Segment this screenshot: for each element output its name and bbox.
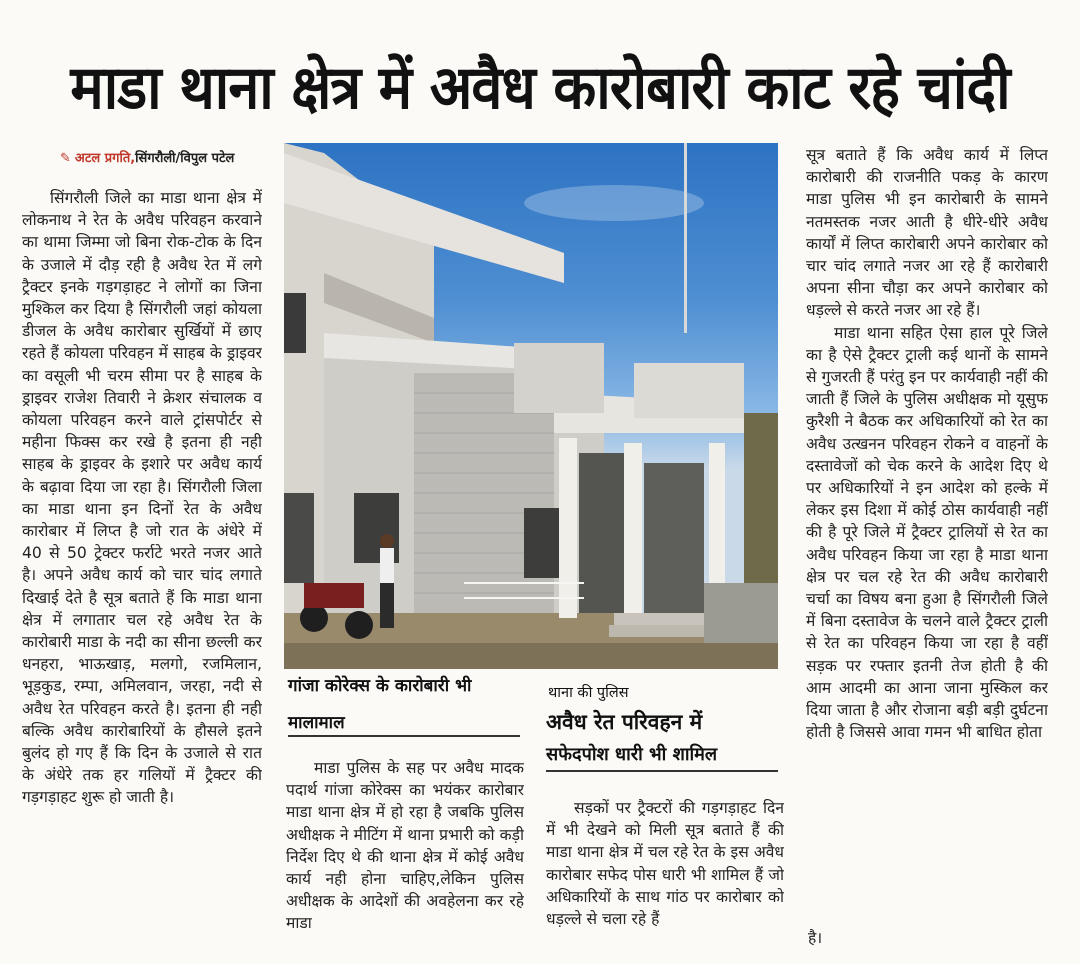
section1-rule <box>288 735 520 737</box>
section2-heading-line1: अवैध रेत परिवहन में <box>546 710 703 734</box>
section1-body <box>286 757 524 952</box>
section2-heading-line2: सफेदपोश धारी भी शामिल <box>546 744 718 765</box>
column4-tail: है। <box>808 929 823 947</box>
column4-paragraph-2: माडा थाना सहित ऐसा हाल पूरे जिले का है ऐसे ट्रैक्टर ट्राली कई थानों के सामने से गुजरती हैं परंतु इन पर कार्यवाही नहीं की जाती हैं जिले के पुलिस अधीक्षक मो यूसुफ कुरैशी ने बैठक कर अधिकारियों को रेत का अवैध उत्खनन परिवहन रोकने व वाहनों के दस्तावेजों को चेक करने के आदेश दिए थे पर अधिकारियों ने इन आदेश को हल्के में लेकर इस दिशा में कोई ठोस कार्यवाही नहीं की है पूरे जिले में ट्रैक्टर ट्रालियों से रेत का अवैध परिवहन किया जा रहा है माडा थाना क्षेत्र पर चल रहे रेत की अवैध कारोबारी चर्चा का विषय बना हुआ है सिंगरौली जिले में बिना दस्तावेज के चलने वाले ट्रैक्टर ट्राली से रेत का परिवहन किया जा रहा है वहीं सड़क पर रफ्तार इतनी तेज होती है की आम आदमी का आना जाना मुस्किल कर दिया जाता है और रोजाना बड़ी बड़ी दुर्घटना होती है जिससे आवा गमन भी बाधित होता <box>806 323 1048 742</box>
section2-body <box>546 797 784 947</box>
section1-paragraph: माडा पुलिस के सह पर अवैध मादक पदार्थ गांजा कोरेक्स का भयंकर कारोबार माडा थाना क्षेत्र में हो रहा है जबकि पुलिस अधीक्षक ने मीटिंग में थाना प्रभारी को कड़ी निर्देश दिए थे की थाना क्षेत्र में कोई अवैध कार्य नही होना चाहिए,लेकिन पुलिस अधीक्षक के आदेशों की अवहेलना कर रहे माडा <box>286 759 524 933</box>
section2-rule <box>546 770 778 772</box>
byline-location: सिंगरौली/विपुल पटेल <box>135 151 235 166</box>
byline-source: अटल प्रगति, <box>74 151 136 166</box>
article-column-4 <box>806 144 1048 924</box>
section2-paragraph: सड़कों पर ट्रैक्टरों की गड़गड़ाहट दिन में भी देखने को मिली सूत्र बताते हैं की माडा थाना क्षेत्र में चल रहे रेत के इस अवैध कारोबार सफेद पोस धारी भी शामिल हैं जो अधिकारियों के साथ गांठ पर कारोबार को धड़ल्ले से चला रहे हैं <box>546 799 784 929</box>
section2-kicker: थाना की पुलिस <box>548 685 629 701</box>
headline: माडा थाना क्षेत्र में अवैध कारोबारी काट रहे चांदी <box>70 53 1010 123</box>
police-station-image <box>284 143 778 669</box>
section1-heading-line1: गांजा कोरेक्स के कारोबारी भी <box>288 676 472 696</box>
column1-paragraph: सिंगरौली जिले का माडा थाना क्षेत्र में लोकनाथ ने रेत के अवैध परिवहन करवाने का थामा जिम्मा जो बिना रोक-टोक के दिन के उजाले में दौड़ रही है अवैध रेत में लगे ट्रैक्टर इनके गड़गड़ाहट ने लोगों का जिना मुश्किल कर दिया है सिंगरौली जहां कोयला डीजल के अवैध कारोबार सुर्खियों में छाए रहते हैं कोयला परिवहन में साहब के ड्राइवर का वसूली भी चरम सीमा पर है साहब के ड्राइवर राजेश तिवारी ने क्रेशर संचालक व कोयला परिवहन करने वाले ट्रांसपोर्टर से महीना फिक्स कर रखे है इतना ही नही साहब के ड्राइवर के इशारे पर अवैध कार्य के बढ़ावा दिया जा रहा है। सिंगरौली जिला का माडा थाना इन दिनों रेत के अवैध कारोबार में लिप्त है जो रात के अंधेरे में 40 से 50 ट्रेक्टर फर्राटे भरते नजर आते है। अपने अवैध कार्य को चार चांद लगाते दिखाई देते है सूत्र बताते हैं कि माडा थाना क्षेत्र में लगातार चल रहे अवैध रेत के कारोबारी माडा के नदी का सीना छल्ली कर धनहरा, भाऊखाड़, मलगो, रजमिलान, भूड़कुड, रम्पा, अमिलवान, जरहा, नदी से अवैध रेत परिवहन करते है। इतना ही नही बल्कि अवैध कारोबारियों के हौसले इतने बुलंद हो गए हैं कि दिन के उजाले से रात के अंधेरे तक हर गलियों में ट्रैक्टर की गड़गड़ाहट शुरू हो जाती है। <box>22 189 262 807</box>
photo-police-station <box>284 143 778 669</box>
article-column-1 <box>22 187 262 947</box>
byline <box>60 148 234 166</box>
section1-heading-line2: मालामाल <box>288 713 345 733</box>
pen-icon: ✎ <box>60 151 71 166</box>
column4-paragraph-1: सूत्र बताते हैं कि अवैध कार्य में लिप्त कारोबारी की राजनीति पकड़ के कारण माडा पुलिस भी इन कारोबारी के सामने नतमस्तक नजर आती है धीरे-धीरे अवैध कार्यों में लिप्त कारोबारी अपने कारोबार को चार चांद लगाते नजर आ रहे हैं कारोबारी अपना सीना चौड़ा कर अपने कारोबार को धड़ल्ले से करते नजर आ रहे हैं। <box>806 146 1048 320</box>
